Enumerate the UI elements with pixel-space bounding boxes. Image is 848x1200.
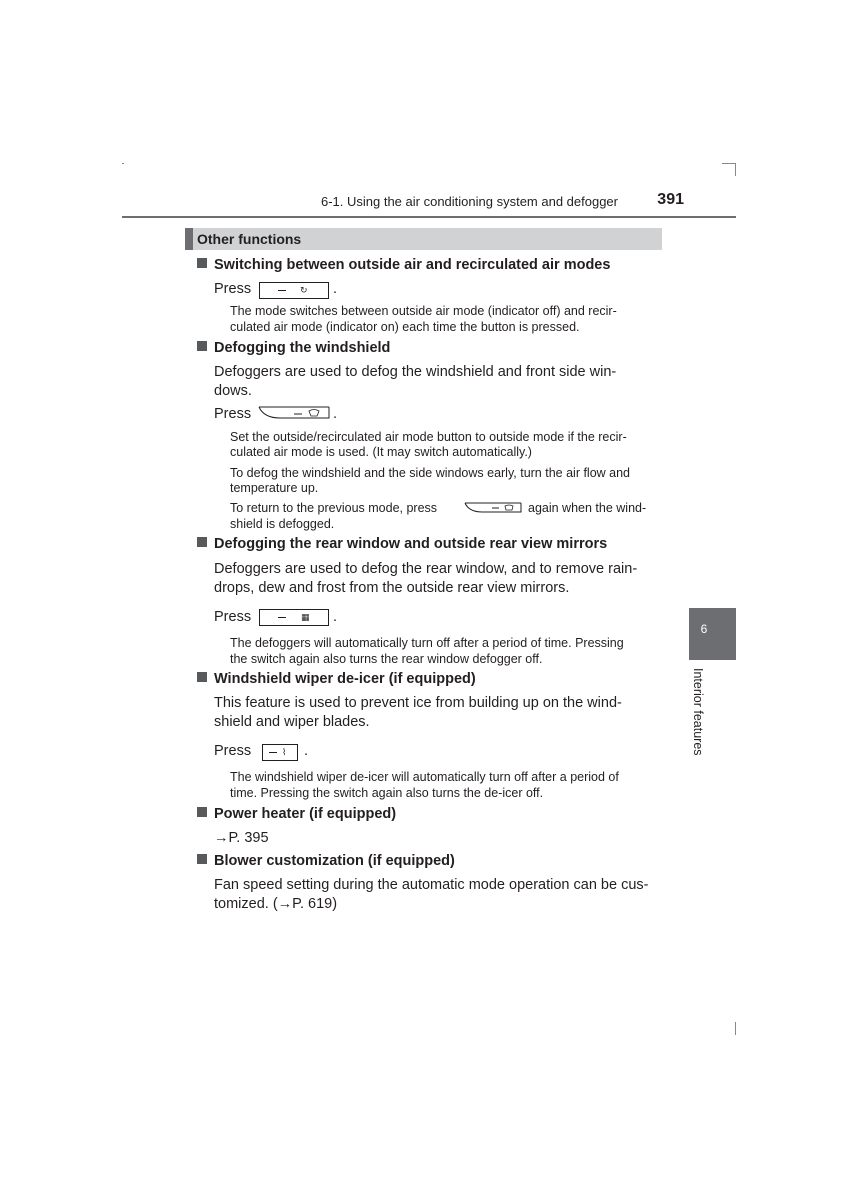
press-label: Press <box>214 406 252 422</box>
heading-text: Defogging the windshield <box>214 340 391 356</box>
page-reference: →P. 395 <box>214 830 269 846</box>
chapter-label <box>691 668 713 768</box>
body-line: Defoggers are used to defog the windshield and front side win- <box>214 364 617 380</box>
heading-power-heater <box>197 806 396 822</box>
press-period: . <box>333 406 338 422</box>
press-period: . <box>333 281 338 297</box>
note-line: The mode switches between outside air mode (indicator off) and recir- <box>230 304 617 318</box>
recirculated-air-button-icon <box>259 282 329 299</box>
note-line: To return to the previous mode, press <box>230 501 438 515</box>
crop-mark <box>722 163 736 164</box>
note-line: again when the wind- <box>528 501 647 515</box>
heading-text: Switching between outside air and recirculated air modes <box>214 257 611 273</box>
body-line: This feature is used to prevent ice from building up on the wind- <box>214 695 622 711</box>
body-line: drops, dew and frost from the outside rear view mirrors. <box>214 580 570 596</box>
square-bullet-icon <box>197 341 207 351</box>
press-label: Press <box>214 609 252 625</box>
note-line: Set the outside/recirculated air mode button to outside mode if the recir- <box>230 430 627 444</box>
body-line: tomized. (→P. 619) <box>214 896 338 912</box>
chapter-number: 6 <box>700 622 708 636</box>
crop-mark <box>735 1022 736 1035</box>
note-line: culated air mode (indicator on) each time the button is pressed. <box>230 320 580 334</box>
note-line: culated air mode is used. (It may switch automatically.) <box>230 445 532 459</box>
heading-rear-window <box>197 536 607 552</box>
page-number: 391 <box>657 191 684 208</box>
rear-defogger-symbol-icon: ▦ <box>301 612 310 622</box>
section-title: Other functions <box>197 231 302 247</box>
rear-window-defogger-button-icon <box>259 609 329 626</box>
heading-text: Defogging the rear window and outside rear view mirrors <box>214 536 608 552</box>
heading-wiper-deicer <box>197 671 476 687</box>
windshield-defogger-button-icon <box>464 502 522 518</box>
square-bullet-icon <box>197 537 207 547</box>
square-bullet-icon <box>197 807 207 817</box>
crop-mark <box>122 163 124 164</box>
heading-text: Power heater (if equipped) <box>214 806 397 822</box>
header-rule <box>122 216 736 218</box>
press-period: . <box>333 609 338 625</box>
body-line: dows. <box>214 383 252 399</box>
body-line: Defoggers are used to defog the rear window, and to remove rain- <box>214 561 638 577</box>
chapter-label-text: Interior features <box>691 668 705 756</box>
note-line: the switch again also turns the rear window defogger off. <box>230 652 543 666</box>
press-label: Press <box>214 281 252 297</box>
body-line: Fan speed setting during the automatic mode operation can be cus- <box>214 877 649 893</box>
running-header-title: 6-1. Using the air conditioning system and defogger <box>320 194 618 209</box>
body-line: shield and wiper blades. <box>214 714 370 730</box>
heading-blower-customization <box>197 853 455 869</box>
note-line: shield is defogged. <box>230 517 335 531</box>
note-line: To defog the windshield and the side windows early, turn the air flow and <box>230 466 631 480</box>
square-bullet-icon <box>197 672 207 682</box>
crop-mark <box>735 163 736 176</box>
press-label: Press <box>214 743 252 759</box>
heading-text: Windshield wiper de-icer (if equipped) <box>214 671 476 687</box>
note-line: time. Pressing the switch again also turns the de-icer off. <box>230 786 544 800</box>
note-line: temperature up. <box>230 481 319 495</box>
note-line: The defoggers will automatically turn off after a period of time. Pressing <box>230 636 624 650</box>
heading-recirculation <box>197 257 610 273</box>
note-line: The windshield wiper de-icer will automatically turn off after a period of <box>230 770 619 784</box>
press-period: . <box>304 743 309 759</box>
section-bar-accent <box>185 228 193 250</box>
wiper-deicer-button-icon <box>262 744 298 761</box>
recirculation-symbol-icon: ↻ <box>300 285 308 295</box>
windshield-defogger-button-icon <box>258 406 330 426</box>
heading-windshield <box>197 340 390 356</box>
square-bullet-icon <box>197 854 207 864</box>
heading-text: Blower customization (if equipped) <box>214 853 455 869</box>
wiper-symbol-icon: ⌇ <box>282 747 287 757</box>
square-bullet-icon <box>197 258 207 268</box>
